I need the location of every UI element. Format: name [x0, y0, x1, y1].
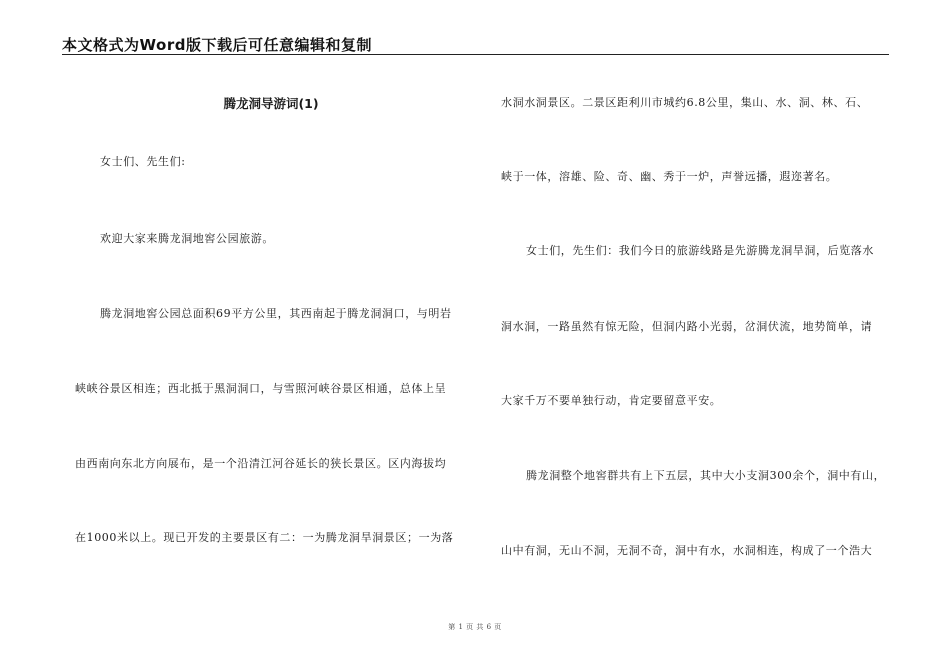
- document-banner: 本文格式为Word版下载后可任意编辑和复制: [62, 36, 372, 54]
- text-line: 峡于一体，溶雄、险、奇、幽、秀于一炉，声誉远播，遐迩著名。: [501, 170, 838, 183]
- text-line: 欢迎大家来腾龙洞地窖公园旅游。: [100, 232, 274, 245]
- text-line: 山中有洞，无山不洞，无洞不奇，洞中有水，水洞相连，构成了一个浩大: [501, 544, 873, 557]
- text-line: 女士们、先生们:: [100, 155, 186, 168]
- text-line: 大家千万不要单独行动，肯定要留意平安。: [501, 394, 722, 407]
- text-line: 水洞水洞景区。二景区距利川市城约6.8公里，集山、水、洞、林、石、: [501, 96, 869, 109]
- text-line: 女士们，先生们：我们今日的旅游线路是先游腾龙洞旱洞，后览落水: [526, 244, 874, 257]
- banner-divider: [62, 54, 889, 55]
- text-line: 由西南向东北方向展布，是一个沿清江河谷延长的狭长景区。区内海拔均: [75, 457, 447, 470]
- page-number-footer: 第 1 页 共 6 页: [448, 623, 502, 631]
- text-line: 峡峡谷景区相连；西北抵于黑洞洞口，与雪照河峡谷景区相通，总体上呈: [75, 382, 447, 395]
- text-line: 在1000米以上。现已开发的主要景区有二：一为腾龙洞旱洞景区；一为落: [75, 531, 454, 544]
- text-line: 腾龙洞整个地窖群共有上下五层，其中大小支洞300余个，洞中有山，: [526, 469, 886, 482]
- document-title: 腾龙洞导游词(1): [223, 96, 319, 111]
- text-line: 腾龙洞地窖公园总面积69平方公里，其西南起于腾龙洞洞口，与明岩: [100, 307, 452, 320]
- text-line: 洞水洞，一路虽然有惊无险，但洞内路小光弱，岔洞伏流，地势简单，请: [501, 320, 873, 333]
